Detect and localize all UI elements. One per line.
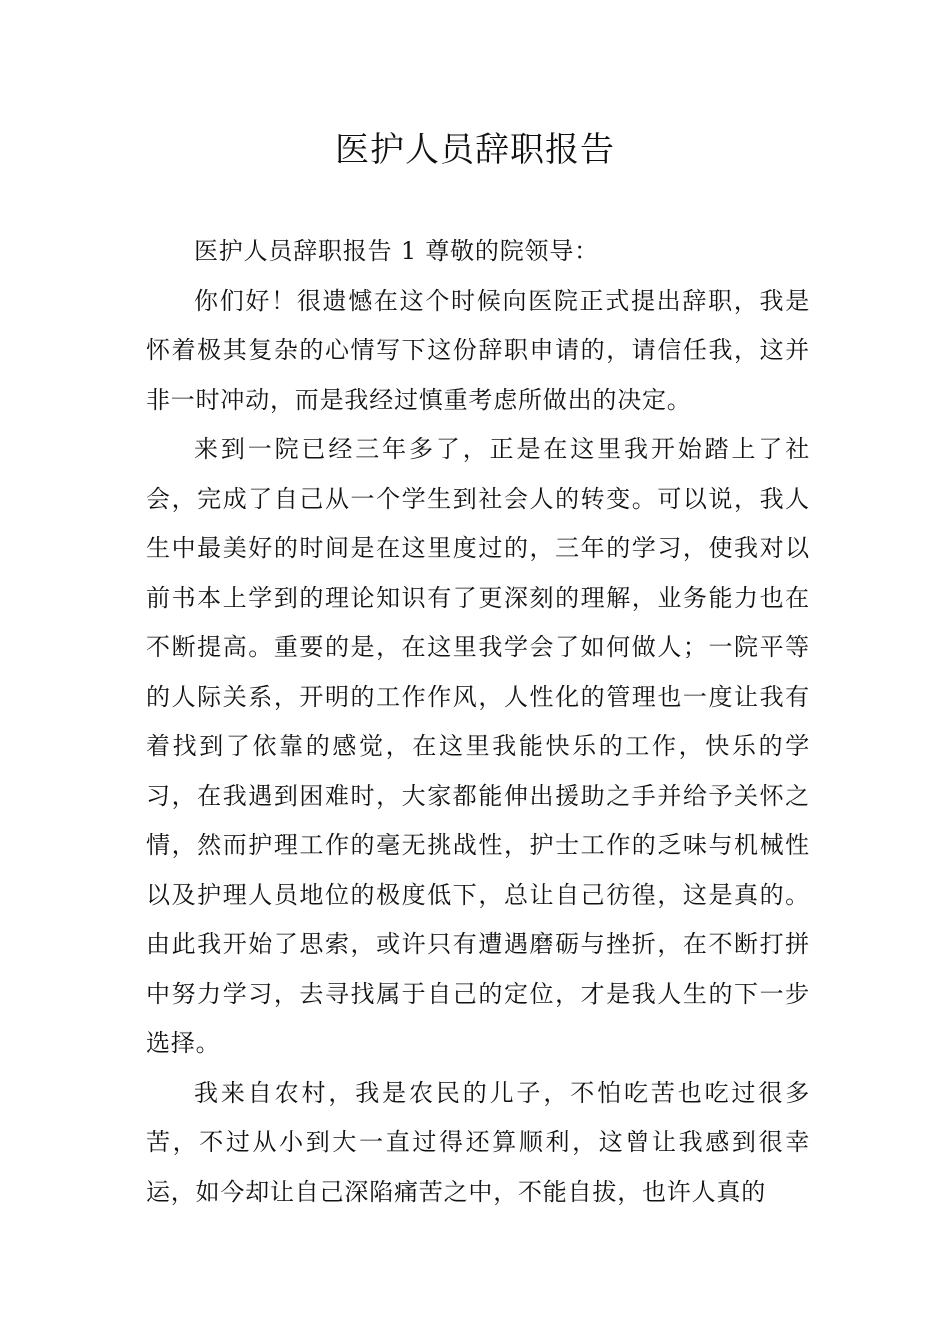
salutation-paragraph: 医护人员辞职报告 1 尊敬的院领导： [194, 237, 599, 265]
body-paragraph: 我来自农村，我是农民的儿子，不怕吃苦也吃过很多苦，不过从小到大一直过得还算顺利，这曾让我感到很幸运，如今却让自己深陷痛苦之中，不能自拔，也许人真的 [146, 1078, 810, 1206]
document-body [146, 227, 810, 1217]
document-title: 医护人员辞职报告 [335, 130, 615, 170]
body-paragraph: 你们好！很遗憾在这个时候向医院正式提出辞职，我是怀着极其复杂的心情写下这份辞职申请的，请信任我，这并非一时冲动，而是我经过慎重考虑所做出的决定。 [146, 286, 810, 414]
body-paragraph: 来到一院已经三年多了，正是在这里我开始踏上了社会，完成了自己从一个学生到社会人的转变。可以说，我人生中最美好的时间是在这里度过的，三年的学习，使我对以前书本上学到的理论知识有了更深刻的理解，业务能力也在不断提高。重要的是，在这里我学会了如何做人；一院平等的人际关系，开明的工作作风，人性化的管理也一度让我有着找到了依靠的感觉，在这里我能快乐的工作，快乐的学习，在我遇到困难时，大家都能伸出援助之手并给予关怀之情，然而护理工作的毫无挑战性，护士工作的乏味与机械性以及护理人员地位的极度低下，总让自己彷徨，这是真的。由此我开始了思索，或许只有遭遇磨砺与挫折，在不断打拼中努力学习，去寻找属于自己的定位，才是我人生的下一步选择。 [146, 435, 810, 1057]
